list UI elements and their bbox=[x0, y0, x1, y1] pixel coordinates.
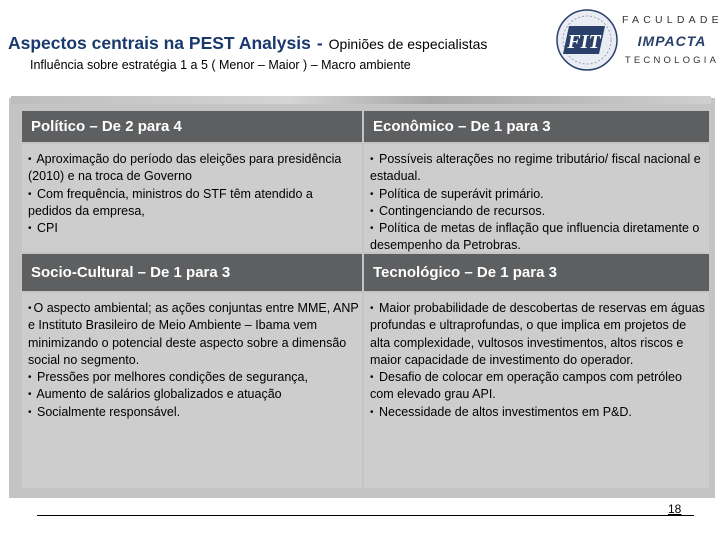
politico-heading: Político – De 2 para 4 bbox=[22, 111, 362, 142]
pest-grid bbox=[22, 111, 709, 484]
slide-subtitle: Influência sobre estratégia 1 a 5 ( Menor – Maior ) – Macro ambiente bbox=[30, 58, 411, 72]
tecnologico-body bbox=[364, 293, 709, 488]
logo-line-tecnologia: TECNOLOGIA bbox=[624, 54, 720, 66]
list-item: • Possíveis alterações no regime tributário/ fiscal nacional e estadual. bbox=[370, 152, 701, 184]
list-item: • Com frequência, ministros do STF têm atendido a pedidos da empresa, bbox=[28, 186, 313, 218]
politico-body bbox=[22, 144, 362, 252]
footer-divider bbox=[37, 515, 694, 516]
list-item: • Socialmente responsável. bbox=[28, 404, 181, 419]
frame-top-edge bbox=[11, 96, 711, 104]
socio-cultural-heading: Socio-Cultural – De 1 para 3 bbox=[22, 254, 362, 291]
list-item: • Necessidade de altos investimentos em P&D. bbox=[370, 404, 632, 419]
economico-heading: Econômico – De 1 para 3 bbox=[364, 111, 709, 142]
socio-cultural-body bbox=[22, 293, 362, 488]
title-suffix: Opiniões de especialistas bbox=[328, 36, 488, 52]
economico-body bbox=[364, 144, 709, 252]
logo-line-impacta: IMPACTA bbox=[637, 32, 707, 49]
list-item: • Aproximação do período das eleições para presidência (2010) e na troca de Governo bbox=[28, 152, 342, 184]
list-item: • Política de metas de inflação que influencia diretamente o desempenho da Petrobras. bbox=[370, 221, 700, 253]
page-number: 18 bbox=[668, 502, 682, 516]
list-item: • CPI bbox=[28, 221, 58, 236]
list-item: • Política de superávit primário. bbox=[370, 186, 544, 201]
logo-line-faculdade: FACULDADE bbox=[622, 14, 723, 26]
fit-logo-emblem bbox=[555, 8, 619, 72]
title-separator: - bbox=[316, 33, 323, 53]
list-item: • Maior probabilidade de descobertas de reservas em águas profundas e ultraprofundas, o que implica em projetos de alta complexidade, vultosos investimentos, altos riscos e maior capacidade de investimento do operador. bbox=[370, 301, 705, 367]
list-item: • Desafio de colocar em operação campos com petróleo com elevado grau API. bbox=[370, 370, 682, 402]
list-item: • Pressões por melhores condições de segurança, bbox=[28, 370, 308, 385]
list-item: • Contingenciando de recursos. bbox=[370, 203, 546, 218]
title-text: Aspectos centrais na PEST Analysis bbox=[8, 33, 311, 53]
tecnologico-heading: Tecnológico – De 1 para 3 bbox=[364, 254, 709, 291]
slide-title bbox=[8, 33, 487, 54]
list-item: • O aspecto ambiental; as ações conjuntas entre MME, ANP e Instituto Brasileiro de Meio Ambiente – Ibama vem minimizando o potencial deste aspecto sobre a dimensão social no segmento. bbox=[28, 301, 359, 367]
logo-emblem-text: FIT bbox=[567, 31, 601, 53]
list-item: • Aumento de salários globalizados e atuação bbox=[28, 387, 282, 402]
faculty-logo-text bbox=[622, 15, 722, 65]
